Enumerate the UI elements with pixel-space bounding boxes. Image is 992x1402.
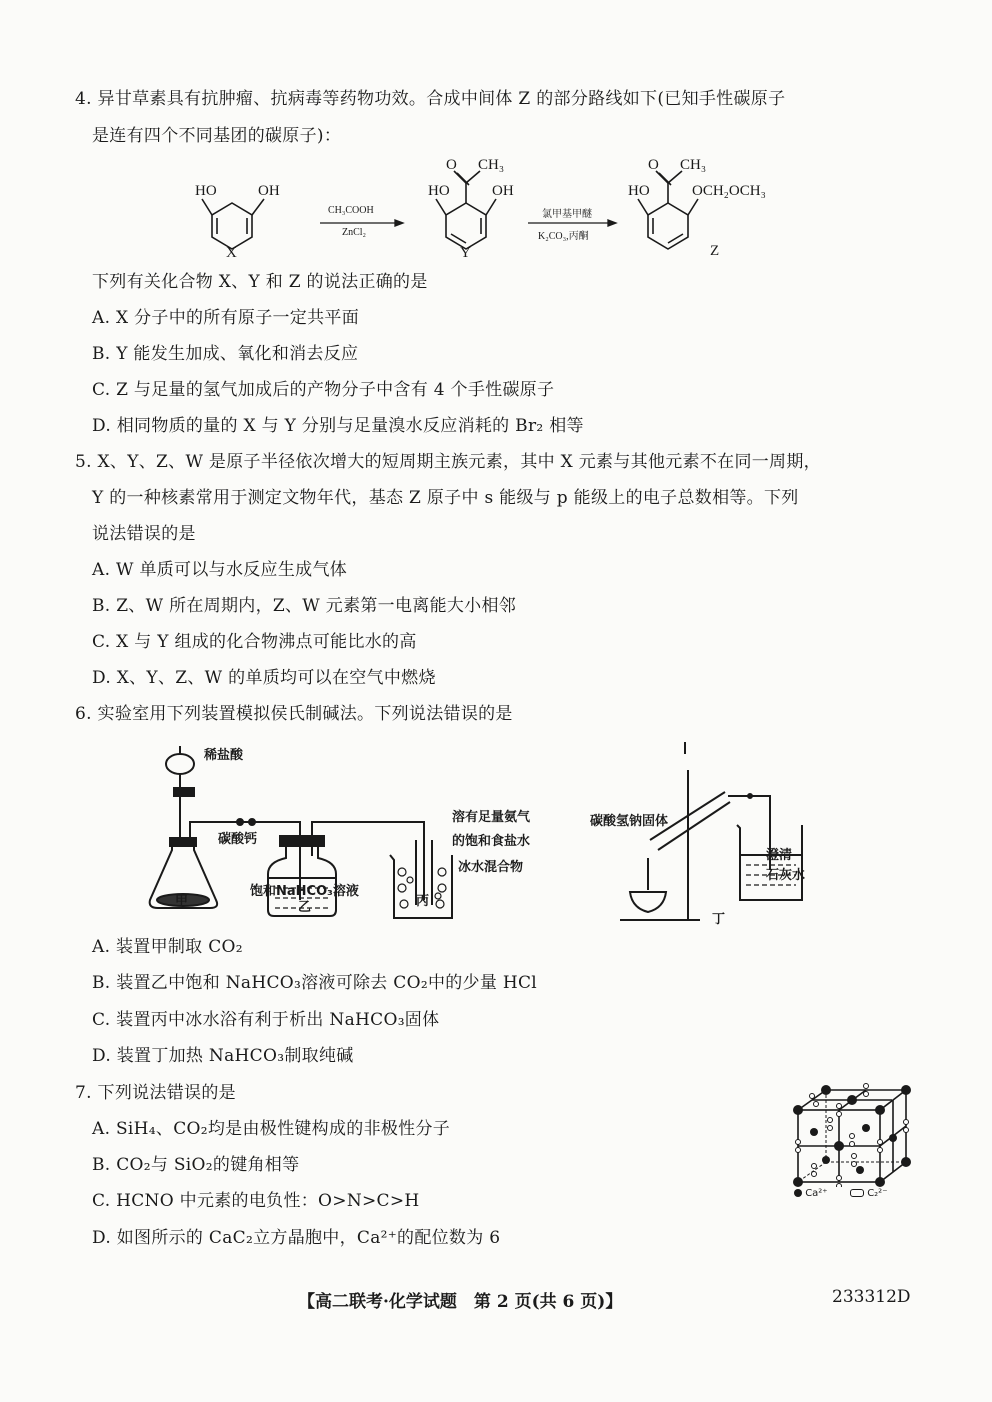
q5-option-b: B. Z、W 所在周期内，Z、W 元素第一电离能大小相邻 bbox=[92, 596, 517, 616]
x-ho-group: HO bbox=[195, 183, 217, 199]
q4-option-b: B. Y 能发生加成、氧化和消去反应 bbox=[92, 344, 359, 364]
arrow1-catalyst: ZnCl₂ bbox=[342, 227, 367, 238]
legend-ca-label: Ca²⁺ bbox=[805, 1188, 828, 1199]
z-ether-group: OCH₂OCH₃ bbox=[692, 183, 766, 199]
label-ice-water: 冰水混合物 bbox=[458, 860, 524, 875]
q5-stem-line2: Y 的一种核素常用于测定文物年代，基态 Z 原子中 s 能级与 p 能级上的电子总数相等。下列 bbox=[92, 488, 799, 508]
q6-stem: 6. 实验室用下列装置模拟侯氏制碱法。下列说法错误的是 bbox=[75, 704, 513, 724]
arrow1-reagent: CH₃COOH bbox=[328, 205, 374, 216]
z-carbonyl-o: O bbox=[648, 157, 659, 173]
q7-option-c: C. HCNO 中元素的电负性：O>N>C>H bbox=[92, 1191, 420, 1211]
footer-code: 233312D bbox=[832, 1287, 911, 1307]
footer-page-info: 【高二联考·化学试题 第 2 页(共 6 页)】 bbox=[298, 1292, 623, 1312]
q5-option-d: D. X、Y、Z、W 的单质均可以在空气中燃烧 bbox=[92, 668, 436, 688]
legend-c2-label: C₂²⁻ bbox=[867, 1188, 888, 1199]
label-brine-line2: 的饱和食盐水 bbox=[452, 834, 531, 849]
q7-option-a: A. SiH₄、CO₂均是由极性键构成的非极性分子 bbox=[92, 1119, 451, 1139]
label-brine-line1: 溶有足量氨气 bbox=[452, 810, 531, 825]
q7-option-d: D. 如图所示的 CaC₂立方晶胞中，Ca²⁺的配位数为 6 bbox=[92, 1228, 501, 1248]
reaction-scheme bbox=[190, 155, 830, 265]
arrow2-conditions: K₂CO₃,丙酮 bbox=[538, 231, 589, 242]
q5-option-c: C. X 与 Y 组成的化合物沸点可能比水的高 bbox=[92, 632, 417, 652]
q5-option-a: A. W 单质可以与水反应生成气体 bbox=[92, 560, 348, 580]
cac2-unit-cell bbox=[790, 1082, 920, 1207]
label-yi: 乙 bbox=[298, 900, 312, 915]
y-carbonyl-o: O bbox=[446, 157, 457, 173]
q4-stem-line1: 4. 异甘草素具有抗肿瘤、抗病毒等药物功效。合成中间体 Z 的部分路线如下(已知手性碳原子 bbox=[75, 89, 786, 109]
q7-option-b: B. CO₂与 SiO₂的键角相等 bbox=[92, 1155, 300, 1175]
y-methyl: CH₃ bbox=[478, 157, 505, 173]
legend-c2 bbox=[850, 1188, 887, 1199]
reaction-arrow-1 bbox=[320, 220, 403, 226]
reaction-scheme-svg bbox=[190, 155, 830, 265]
z-ho-group: HO bbox=[628, 183, 650, 199]
compound-x-label: X bbox=[226, 245, 237, 261]
label-nahco3-solid: 碳酸氢钠固体 bbox=[590, 814, 669, 829]
label-limewater-line2: 石灰水 bbox=[766, 868, 806, 883]
ca-ion-icon bbox=[794, 1189, 802, 1197]
q6-option-a: A. 装置甲制取 CO₂ bbox=[92, 937, 243, 957]
label-caco3: 碳酸钙 bbox=[218, 832, 258, 847]
c2-ion-icon bbox=[850, 1189, 864, 1197]
y-oh-group: OH bbox=[492, 183, 514, 199]
q6-option-c: C. 装置丙中冰水浴有利于析出 NaHCO₃固体 bbox=[92, 1010, 440, 1030]
z-methyl: CH₃ bbox=[680, 157, 707, 173]
compound-z-label: Z bbox=[710, 243, 720, 259]
q4-option-a: A. X 分子中的所有原子一定共平面 bbox=[92, 308, 359, 328]
q5-stem-line1: 5. X、Y、Z、W 是原子半径依次增大的短周期主族元素，其中 X 元素与其他元素不在同一周期， bbox=[75, 452, 821, 472]
arrow2-reagent: 氯甲基甲醚 bbox=[542, 209, 592, 220]
label-ding: 丁 bbox=[712, 912, 726, 927]
legend-ca bbox=[794, 1188, 828, 1199]
q4-question: 下列有关化合物 X、Y 和 Z 的说法正确的是 bbox=[92, 272, 428, 292]
y-ho-group: HO bbox=[428, 183, 450, 199]
q4-option-d: D. 相同物质的量的 X 与 Y 分别与足量溴水反应消耗的 Br₂ 相等 bbox=[92, 416, 584, 436]
label-jia: 甲 bbox=[175, 894, 189, 909]
benzene-ring-x bbox=[202, 199, 264, 249]
unit-cell-svg bbox=[790, 1082, 920, 1187]
q6-option-d: D. 装置丁加热 NaHCO₃制取纯碱 bbox=[92, 1046, 354, 1066]
x-oh-group: OH bbox=[258, 183, 280, 199]
q7-stem: 7. 下列说法错误的是 bbox=[75, 1083, 236, 1103]
flask-jia bbox=[150, 746, 217, 908]
label-limewater-line1: 澄清 bbox=[766, 848, 793, 863]
q4-option-c: C. Z 与足量的氢气加成后的产物分子中含有 4 个手性碳原子 bbox=[92, 380, 555, 400]
label-nahco3-solution: 饱和NaHCO₃溶液 bbox=[250, 884, 359, 899]
reaction-arrow-2 bbox=[528, 220, 616, 226]
q6-option-b: B. 装置乙中饱和 NaHCO₃溶液可除去 CO₂中的少量 HCl bbox=[92, 973, 538, 993]
q5-stem-line3: 说法错误的是 bbox=[92, 524, 196, 544]
lab-apparatus-diagram bbox=[140, 740, 920, 930]
compound-y-label: Y bbox=[460, 245, 471, 261]
heating-ding bbox=[620, 742, 770, 920]
label-dilute-hcl: 稀盐酸 bbox=[204, 748, 244, 763]
label-bing: 丙 bbox=[416, 894, 430, 909]
q4-stem-line2: 是连有四个不同基团的碳原子)： bbox=[92, 126, 342, 146]
